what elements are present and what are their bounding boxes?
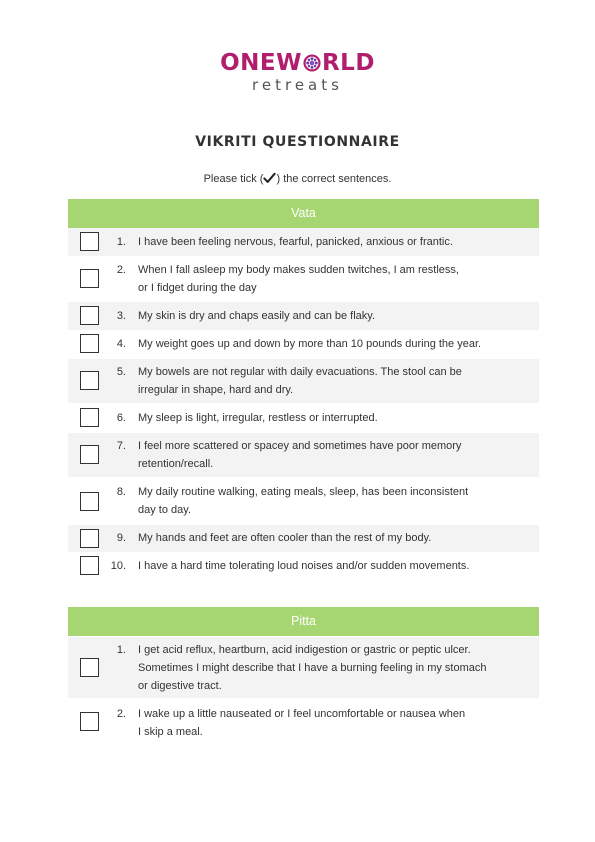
section-header-pitta: Pitta <box>68 607 539 636</box>
item-number: 7. <box>116 440 126 452</box>
item-number: 10. <box>110 560 126 572</box>
item-text: My skin is dry and chaps easily and can be flaky. <box>138 310 376 322</box>
item-text: I feel more scattered or spacey and sometimes have poor memory retention/recall. <box>138 440 462 470</box>
item-number: 8. <box>116 486 126 498</box>
item-text: I have been feeling nervous, fearful, panicked, anxious or frantic. <box>138 236 453 248</box>
checkbox[interactable] <box>80 371 99 390</box>
list-item <box>68 228 539 256</box>
checkbox[interactable] <box>80 556 99 575</box>
item-number: 2. <box>116 708 126 720</box>
item-number: 2. <box>116 264 126 276</box>
flower-icon <box>303 54 321 72</box>
checkmark-icon <box>263 172 276 184</box>
instruction-after: ) the correct sentences. <box>276 173 392 185</box>
item-number: 1. <box>116 644 126 656</box>
item-number: 6. <box>116 412 126 424</box>
list-item <box>68 404 539 432</box>
logo-word-suffix: RLD <box>321 50 375 76</box>
checkbox[interactable] <box>80 492 99 511</box>
item-number: 3. <box>116 310 126 322</box>
checkbox[interactable] <box>80 529 99 548</box>
item-text: I have a hard time tolerating loud noises and/or sudden movements. <box>138 560 470 572</box>
brand-logo <box>0 50 595 94</box>
list-item <box>68 302 539 330</box>
logo-wordmark <box>0 50 595 76</box>
list-item <box>68 525 539 552</box>
list-item <box>68 637 539 698</box>
item-text: I get acid reflux, heartburn, acid indigestion or gastric or peptic ulcer. Sometimes I might describe that I have a burning feeling in my stomach or digestive tract. <box>138 644 487 692</box>
logo-word-prefix: ONEW <box>220 50 302 76</box>
item-number: 4. <box>116 338 126 350</box>
section-header-vata: Vata <box>68 199 539 228</box>
item-text: My hands and feet are often cooler than the rest of my body. <box>138 532 432 544</box>
instruction-text <box>0 172 595 185</box>
item-text: When I fall asleep my body makes sudden twitches, I am restless, or I fidget during the day <box>138 264 459 294</box>
list-item <box>68 700 539 744</box>
checkbox[interactable] <box>80 269 99 288</box>
list-item <box>68 359 539 403</box>
logo-subtitle: retreats <box>252 76 343 94</box>
checkbox[interactable] <box>80 232 99 251</box>
instruction-before: Please tick ( <box>203 173 264 185</box>
item-text: My sleep is light, irregular, restless or interrupted. <box>138 412 378 424</box>
checkbox[interactable] <box>80 408 99 427</box>
item-text: My daily routine walking, eating meals, sleep, has been inconsistent day to day. <box>138 486 469 516</box>
item-text: My bowels are not regular with daily evacuations. The stool can be irregular in shape, hard and dry. <box>138 366 462 396</box>
list-item <box>68 552 539 580</box>
checkbox[interactable] <box>80 306 99 325</box>
checkbox[interactable] <box>80 334 99 353</box>
list-item <box>68 478 539 524</box>
list-item <box>68 330 539 358</box>
item-number: 5. <box>116 366 126 378</box>
page-title: VIKRITI QUESTIONNAIRE <box>195 134 400 150</box>
item-text: My weight goes up and down by more than 10 pounds during the year. <box>138 338 482 350</box>
checkbox[interactable] <box>80 445 99 464</box>
item-number: 9. <box>116 532 126 544</box>
item-number: 1. <box>116 236 126 248</box>
list-item <box>68 257 539 301</box>
list-item <box>68 433 539 477</box>
checkbox[interactable] <box>80 658 99 677</box>
checkbox[interactable] <box>80 712 99 731</box>
item-text: I wake up a little nauseated or I feel uncomfortable or nausea when I skip a meal. <box>138 708 466 738</box>
